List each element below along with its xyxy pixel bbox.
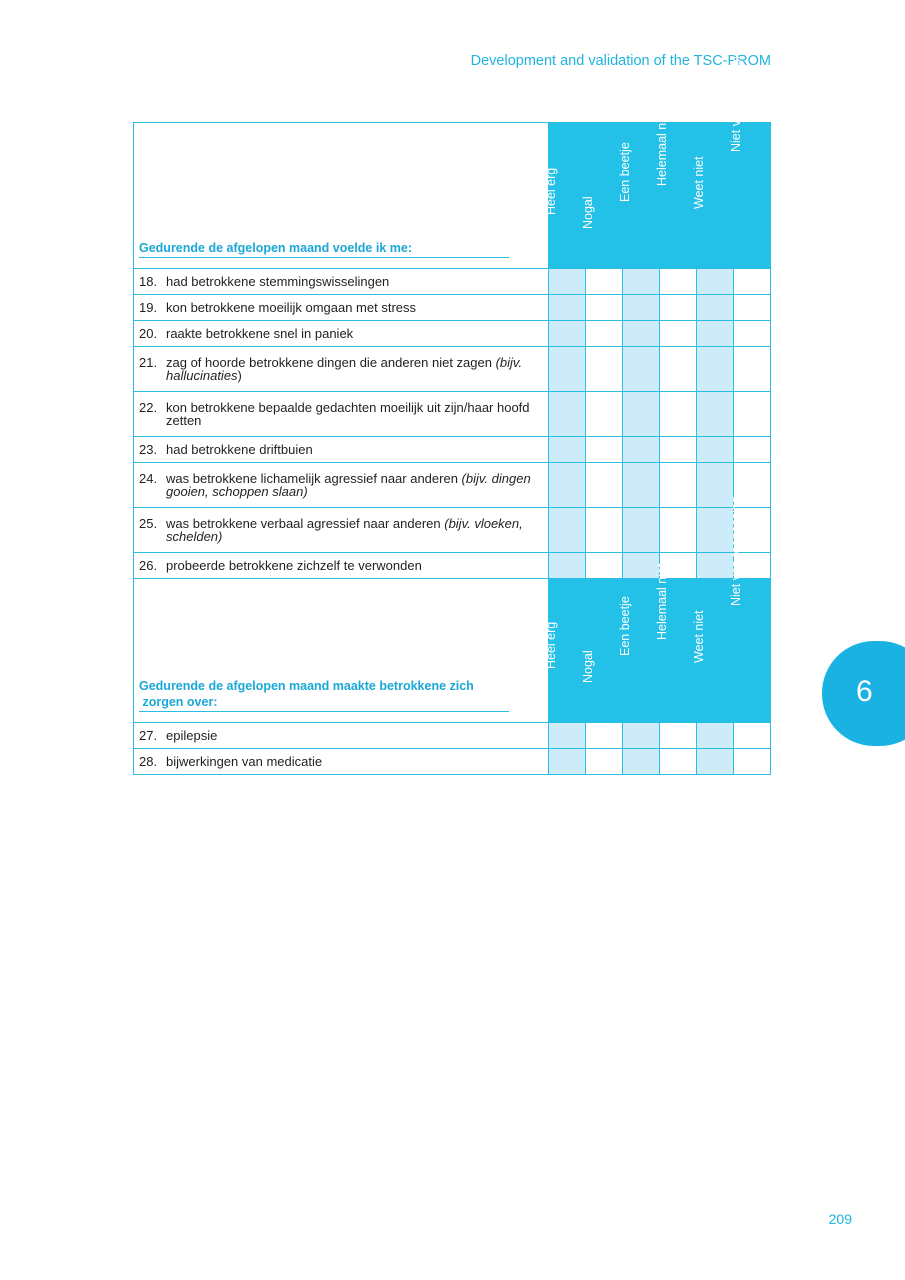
answer-box[interactable]: [549, 321, 586, 347]
col-header-nogal: Nogal: [586, 579, 623, 723]
answer-box[interactable]: [623, 749, 660, 775]
answer-box[interactable]: [623, 321, 660, 347]
section2-header-row: [134, 579, 771, 723]
answer-box[interactable]: [623, 437, 660, 463]
col-header-heel-erg: Heel erg: [549, 123, 586, 269]
answer-box[interactable]: [734, 437, 771, 463]
answer-box[interactable]: [586, 321, 623, 347]
item-21: 21. zag of hoorde betrokkene dingen die anderen niet zagen (bijv. hallucinaties): [134, 347, 549, 392]
table-row: [134, 723, 771, 749]
answer-box[interactable]: [660, 508, 697, 553]
answer-box[interactable]: [734, 321, 771, 347]
answer-box[interactable]: [734, 295, 771, 321]
answer-box[interactable]: [586, 508, 623, 553]
answer-box[interactable]: [734, 723, 771, 749]
item-20: 20. raakte betrokkene snel in paniek: [134, 321, 549, 347]
item-24: 24. was betrokkene lichamelijk agressief naar anderen (bijv. dingen gooien, schoppen slaan): [134, 463, 549, 508]
answer-box[interactable]: [660, 463, 697, 508]
answer-box[interactable]: [697, 392, 734, 437]
table-row: [134, 437, 771, 463]
answer-box[interactable]: [697, 347, 734, 392]
answer-box[interactable]: [549, 269, 586, 295]
answer-box[interactable]: [549, 508, 586, 553]
col-header-een-beetje: Een beetje: [623, 123, 660, 269]
answer-box[interactable]: [586, 463, 623, 508]
table-row: [134, 392, 771, 437]
answer-box[interactable]: [660, 347, 697, 392]
section2-heading: Gedurende de afgelopen maand maakte betrokkene zich zorgen over:: [139, 678, 509, 712]
col-header-weet-niet: Weet niet: [697, 579, 734, 723]
answer-box[interactable]: [734, 347, 771, 392]
item-18: 18. had betrokkene stemmingswisselingen: [134, 269, 549, 295]
answer-box[interactable]: [660, 392, 697, 437]
answer-box[interactable]: [586, 295, 623, 321]
col-header-niet-van-toepassing: Niet van toepassing: [734, 579, 771, 723]
answer-box[interactable]: [623, 295, 660, 321]
table-row: [134, 321, 771, 347]
running-title: Development and validation of the TSC-PROM: [470, 53, 771, 69]
answer-box[interactable]: [586, 749, 623, 775]
answer-box[interactable]: [549, 437, 586, 463]
answer-box[interactable]: [549, 347, 586, 392]
table-row: [134, 463, 771, 508]
answer-box[interactable]: [623, 392, 660, 437]
answer-box[interactable]: [586, 437, 623, 463]
table-row: [134, 295, 771, 321]
section1-heading: Gedurende de afgelopen maand voelde ik me:: [139, 240, 509, 258]
table-row: [134, 508, 771, 553]
col-header-helemaal-niet: Helemaal niet: [660, 579, 697, 723]
answer-box[interactable]: [697, 749, 734, 775]
answer-box[interactable]: [697, 723, 734, 749]
table-row: [134, 749, 771, 775]
page-number: 209: [828, 1211, 852, 1227]
item-26: 26. probeerde betrokkene zichzelf te verwonden: [134, 553, 549, 579]
item-25: 25. was betrokkene verbaal agressief naar anderen (bijv. vloeken, schelden): [134, 508, 549, 553]
col-header-niet-van-toepassing: Niet van toepassing: [734, 123, 771, 269]
item-23: 23. had betrokkene driftbuien: [134, 437, 549, 463]
answer-box[interactable]: [586, 347, 623, 392]
answer-box[interactable]: [623, 723, 660, 749]
answer-box[interactable]: [734, 269, 771, 295]
answer-box[interactable]: [660, 269, 697, 295]
answer-box[interactable]: [734, 749, 771, 775]
answer-box[interactable]: [660, 749, 697, 775]
answer-box[interactable]: [697, 269, 734, 295]
section1-heading-cell: [134, 123, 549, 269]
answer-box[interactable]: [697, 295, 734, 321]
col-header-weet-niet: Weet niet: [697, 123, 734, 269]
answer-box[interactable]: [697, 321, 734, 347]
item-19: 19. kon betrokkene moeilijk omgaan met stress: [134, 295, 549, 321]
answer-box[interactable]: [586, 269, 623, 295]
item-27: 27. epilepsie: [134, 723, 549, 749]
answer-box[interactable]: [549, 392, 586, 437]
answer-box[interactable]: [586, 723, 623, 749]
section1-header-row: [134, 123, 771, 269]
col-header-heel-erg: Heel erg: [549, 579, 586, 723]
answer-box[interactable]: [660, 321, 697, 347]
answer-box[interactable]: [586, 392, 623, 437]
item-28: 28. bijwerkingen van medicatie: [134, 749, 549, 775]
answer-box[interactable]: [586, 553, 623, 579]
answer-box[interactable]: [660, 723, 697, 749]
answer-box[interactable]: [549, 463, 586, 508]
answer-box[interactable]: [623, 347, 660, 392]
col-header-helemaal-niet: Helemaal niet: [660, 123, 697, 269]
table-row: [134, 553, 771, 579]
chapter-tab: 6: [822, 641, 905, 746]
answer-box[interactable]: [660, 295, 697, 321]
answer-box[interactable]: [549, 749, 586, 775]
answer-box[interactable]: [623, 463, 660, 508]
answer-box[interactable]: [549, 723, 586, 749]
answer-box[interactable]: [734, 392, 771, 437]
col-header-een-beetje: Een beetje: [623, 579, 660, 723]
col-header-nogal: Nogal: [586, 123, 623, 269]
answer-box[interactable]: [549, 295, 586, 321]
table-row: [134, 269, 771, 295]
answer-box[interactable]: [660, 437, 697, 463]
table-row: [134, 347, 771, 392]
answer-box[interactable]: [549, 553, 586, 579]
answer-box[interactable]: [623, 508, 660, 553]
answer-box[interactable]: [697, 437, 734, 463]
answer-box[interactable]: [623, 269, 660, 295]
item-22: 22. kon betrokkene bepaalde gedachten moeilijk uit zijn/haar hoofd zetten: [134, 392, 549, 437]
section2-heading-cell: [134, 579, 549, 723]
